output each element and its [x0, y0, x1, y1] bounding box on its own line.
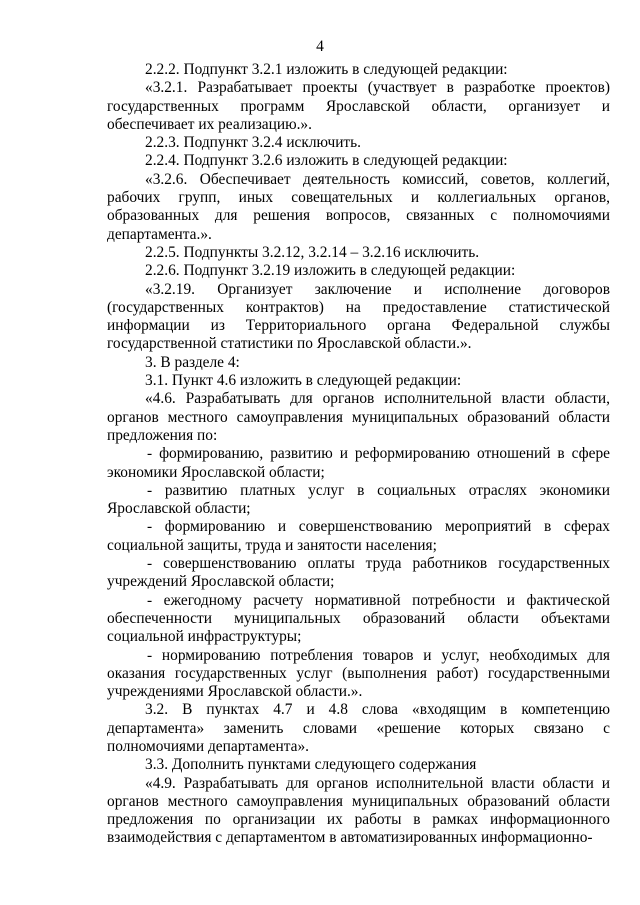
list-item: - развитию платных услуг в социальных отраслях экономики Ярославской области; [107, 481, 610, 518]
paragraph-3-2-6-text: «3.2.6. Обеспечивает деятельность комиссий, советов, коллегий, рабочих групп, иных совещательных и коллегиальных органов, образованных для решения вопросов, связанных с полномочиями департамента.». [107, 170, 610, 243]
paragraph-2-2-2: 2.2.2. Подпункт 3.2.1 изложить в следующей редакции: [145, 61, 508, 78]
paragraph-3-2-1-text: «3.2.1. Разрабатывает проекты (участвует в разработке проектов) государственных программ Ярославской области, организует и обеспечивает их реализацию.». [107, 79, 610, 133]
document-body [107, 61, 610, 848]
paragraph-4-6-text: «4.6. Разрабатывать для органов исполнительной власти области, органов местного самоуправления муниципальных образований области предложения по: [107, 390, 610, 444]
paragraph-4-9-text: «4.9. Разрабатывать для органов исполнительной власти области и органов местного самоуправления муниципальных образований области предложения по организации их работы в рамках информационного взаимодействия с департаментом в автоматизированных информационно- [107, 774, 610, 847]
paragraph-3-1: 3.1. Пункт 4.6 изложить в следующей редакции: [145, 372, 462, 390]
list-item: - формированию и совершенствованию мероприятий в сферах социальной защиты, труда и занятости населения; [107, 518, 610, 554]
paragraph-section-4: 3. В разделе 4: [145, 353, 240, 371]
paragraph-2-2-6: 2.2.6. Подпункт 3.2.19 изложить в следующей редакции: [145, 262, 516, 280]
list-item: - формированию, развитию и реформированию отношений в сфере экономики Ярославской области; [107, 445, 610, 481]
list-item: - ежегодному расчету нормативной потребности и фактической обеспеченности муниципальных образований области объектами социальной инфраструктуры; [107, 591, 610, 646]
list-item: - нормированию потребления товаров и услуг, необходимых для оказания государственных услуг (выполнения работ) государственными учреждениями Ярославской области.». [107, 646, 610, 701]
paragraph-2-2-5: 2.2.5. Подпункты 3.2.12, 3.2.14 – 3.2.16 исключить. [145, 243, 480, 261]
page-number: 4 [316, 38, 324, 55]
paragraph-3-3: 3.3. Дополнить пунктами следующего содержания [145, 756, 477, 774]
paragraph-3-2-19-text: «3.2.19. Организует заключение и исполнение договоров (государственных контрактов) на предоставление статистической информации из Территориального органа Федеральной службы государственной статистики по Ярославской области.». [107, 280, 610, 353]
paragraph-3-2: 3.2. В пунктах 4.7 и 4.8 слова «входящим в компетенцию департамента» заменить словами «решение которых связано с полномочиями департамента». [107, 701, 610, 755]
paragraph-2-2-4: 2.2.4. Подпункт 3.2.6 изложить в следующей редакции: [145, 152, 508, 170]
list-item: - совершенствованию оплаты труда работников государственных учреждений Ярославской области; [107, 555, 610, 591]
paragraph-2-2-3: 2.2.3. Подпункт 3.2.4 исключить. [145, 134, 362, 152]
